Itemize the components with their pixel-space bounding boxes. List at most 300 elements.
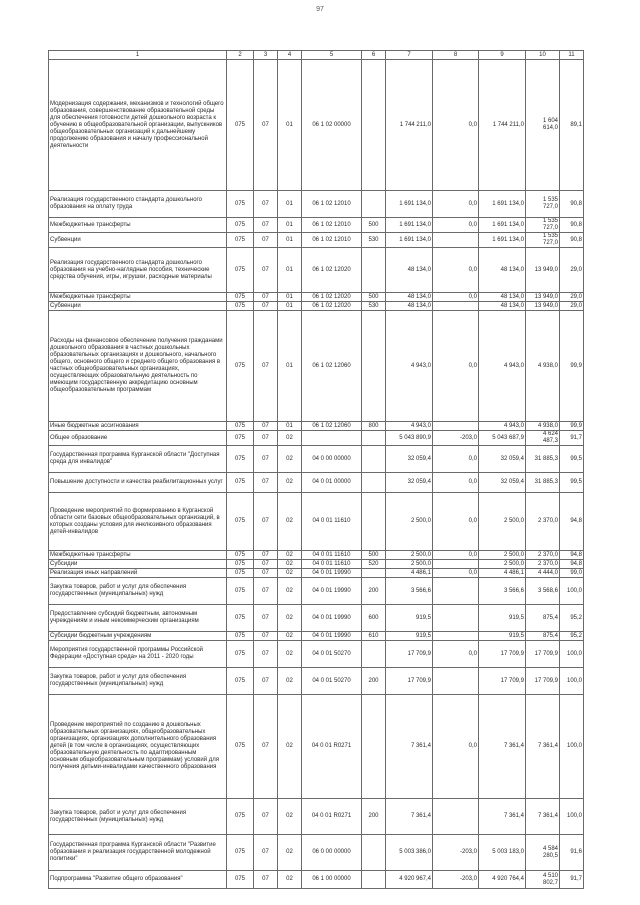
admin-code-cell: 075 [227, 695, 254, 799]
change-amount-cell [433, 233, 479, 248]
execution-percent-cell: 89,1 [560, 60, 584, 191]
change-amount-cell [433, 560, 479, 569]
planned-amount-cell: 2 500,0 [386, 560, 433, 569]
execution-percent-cell: 100,0 [560, 668, 584, 695]
table-row [49, 431, 584, 446]
expense-type-cell [362, 446, 386, 473]
planned-amount-cell: 1 691 134,0 [386, 191, 433, 218]
executed-amount-cell: 13 949,0 [526, 302, 560, 311]
planned-amount-cell: 3 566,6 [386, 578, 433, 605]
section-code-cell: 07 [254, 695, 278, 799]
planned-amount-cell: 48 134,0 [386, 302, 433, 311]
executed-amount-cell: 7 361,4 [526, 695, 560, 799]
planned-amount-cell: 2 500,0 [386, 551, 433, 560]
section-code-cell: 07 [254, 302, 278, 311]
subsection-code-cell: 02 [278, 641, 302, 668]
planned-amount-cell: 1 691 134,0 [386, 233, 433, 248]
execution-percent-cell: 99,9 [560, 311, 584, 422]
admin-code-cell: 075 [227, 835, 254, 871]
column-header: 5 [302, 51, 362, 60]
planned-amount-cell: 5 043 890,9 [386, 431, 433, 446]
section-code-cell: 07 [254, 641, 278, 668]
change-amount-cell: 0,0 [433, 293, 479, 302]
subsection-code-cell: 01 [278, 422, 302, 431]
target-article-cell: 04 0 01 R0271 [302, 799, 362, 835]
target-article-cell: 06 1 02 12010 [302, 233, 362, 248]
execution-percent-cell: 99,0 [560, 569, 584, 578]
subsection-code-cell: 02 [278, 668, 302, 695]
expense-type-cell [362, 871, 386, 889]
column-header: 3 [254, 51, 278, 60]
admin-code-cell: 075 [227, 248, 254, 293]
planned-amount-cell: 4 920 967,4 [386, 871, 433, 889]
column-header: 2 [227, 51, 254, 60]
adjusted-amount-cell: 32 059,4 [479, 473, 526, 493]
target-article-cell: 04 0 01 19990 [302, 605, 362, 632]
admin-code-cell: 075 [227, 233, 254, 248]
table-row [49, 60, 584, 191]
table-row [49, 871, 584, 889]
execution-percent-cell: 29,0 [560, 302, 584, 311]
page-number: 97 [316, 6, 324, 13]
admin-code-cell: 075 [227, 422, 254, 431]
expense-type-cell: 530 [362, 302, 386, 311]
executed-amount-cell: 13 949,0 [526, 248, 560, 293]
execution-percent-cell: 90,8 [560, 218, 584, 233]
adjusted-amount-cell: 919,5 [479, 605, 526, 632]
target-article-cell: 06 1 02 12010 [302, 218, 362, 233]
expense-type-cell [362, 569, 386, 578]
expense-type-cell [362, 835, 386, 871]
row-name-cell: Межбюджетные трансферты [49, 293, 227, 302]
adjusted-amount-cell: 7 361,4 [479, 695, 526, 799]
table-body [49, 60, 584, 889]
execution-percent-cell: 99,9 [560, 422, 584, 431]
change-amount-cell: 0,0 [433, 641, 479, 668]
change-amount-cell: -203,0 [433, 431, 479, 446]
section-code-cell: 07 [254, 493, 278, 551]
expense-type-cell: 800 [362, 422, 386, 431]
executed-amount-cell: 875,4 [526, 632, 560, 641]
table-row [49, 493, 584, 551]
section-code-cell: 07 [254, 605, 278, 632]
adjusted-amount-cell: 17 709,9 [479, 668, 526, 695]
admin-code-cell: 075 [227, 632, 254, 641]
section-code-cell: 07 [254, 578, 278, 605]
target-article-cell: 06 0 00 00000 [302, 835, 362, 871]
executed-amount-cell: 17 709,9 [526, 641, 560, 668]
table-row [49, 578, 584, 605]
target-article-cell: 04 0 01 11610 [302, 493, 362, 551]
subsection-code-cell: 02 [278, 560, 302, 569]
change-amount-cell [433, 302, 479, 311]
target-article-cell: 04 0 01 19990 [302, 578, 362, 605]
admin-code-cell: 075 [227, 493, 254, 551]
admin-code-cell: 075 [227, 641, 254, 668]
table-row [49, 605, 584, 632]
executed-amount-cell: 17 709,9 [526, 668, 560, 695]
budget-table [48, 50, 584, 889]
admin-code-cell: 075 [227, 431, 254, 446]
subsection-code-cell: 02 [278, 551, 302, 560]
expense-type-cell: 610 [362, 632, 386, 641]
admin-code-cell: 075 [227, 551, 254, 560]
row-name-cell: Реализация государственного стандарта дошкольного образования на оплату труда [49, 191, 227, 218]
subsection-code-cell: 01 [278, 233, 302, 248]
subsection-code-cell: 02 [278, 493, 302, 551]
expense-type-cell [362, 248, 386, 293]
change-amount-cell: 0,0 [433, 446, 479, 473]
table-row [49, 218, 584, 233]
executed-amount-cell: 1 535 727,0 [526, 233, 560, 248]
section-code-cell: 07 [254, 248, 278, 293]
subsection-code-cell: 01 [278, 311, 302, 422]
row-name-cell: Общее образование [49, 431, 227, 446]
table-row [49, 422, 584, 431]
expense-type-cell [362, 473, 386, 493]
executed-amount-cell: 1 535 727,0 [526, 218, 560, 233]
subsection-code-cell: 01 [278, 218, 302, 233]
expense-type-cell: 500 [362, 551, 386, 560]
table-row [49, 191, 584, 218]
table-row [49, 446, 584, 473]
column-header: 6 [362, 51, 386, 60]
admin-code-cell: 075 [227, 799, 254, 835]
change-amount-cell: 0,0 [433, 493, 479, 551]
expense-type-cell: 200 [362, 578, 386, 605]
executed-amount-cell: 875,4 [526, 605, 560, 632]
target-article-cell: 04 0 01 11610 [302, 560, 362, 569]
planned-amount-cell: 919,5 [386, 632, 433, 641]
execution-percent-cell: 100,0 [560, 578, 584, 605]
row-name-cell: Проведение мероприятий по созданию в дошкольных образовательных организациях, общеобразовательных организациях, организациях дополнительного образования детей (в том числе в организациях, осуществляющих образовательную деятельность по адаптированным основным общеобразовательным программам) условий для получения детьми-инвалидами качественного образования [49, 695, 227, 799]
row-name-cell: Межбюджетные трансферты [49, 218, 227, 233]
execution-percent-cell: 94,8 [560, 493, 584, 551]
section-code-cell: 07 [254, 668, 278, 695]
target-article-cell: 06 1 02 12020 [302, 302, 362, 311]
executed-amount-cell: 4 584 280,5 [526, 835, 560, 871]
executed-amount-cell: 2 370,0 [526, 493, 560, 551]
column-header: 1 [49, 51, 227, 60]
table-row [49, 293, 584, 302]
subsection-code-cell: 02 [278, 605, 302, 632]
section-code-cell: 07 [254, 233, 278, 248]
target-article-cell: 06 1 02 12060 [302, 422, 362, 431]
planned-amount-cell: 2 500,0 [386, 493, 433, 551]
expense-type-cell: 600 [362, 605, 386, 632]
row-name-cell: Закупка товаров, работ и услуг для обеспечения государственных (муниципальных) нужд [49, 799, 227, 835]
executed-amount-cell: 31 885,3 [526, 473, 560, 493]
section-code-cell: 07 [254, 60, 278, 191]
section-code-cell: 07 [254, 632, 278, 641]
change-amount-cell: 0,0 [433, 551, 479, 560]
execution-percent-cell: 95,2 [560, 605, 584, 632]
section-code-cell: 07 [254, 569, 278, 578]
execution-percent-cell: 91,7 [560, 431, 584, 446]
table-row [49, 311, 584, 422]
expense-type-cell [362, 431, 386, 446]
table-row [49, 695, 584, 799]
table-row [49, 799, 584, 835]
execution-percent-cell: 90,8 [560, 191, 584, 218]
section-code-cell: 07 [254, 835, 278, 871]
section-code-cell: 07 [254, 431, 278, 446]
adjusted-amount-cell: 17 709,9 [479, 641, 526, 668]
row-name-cell: Предоставление субсидий бюджетным, автономным учреждениям и иным некоммерческим организациям [49, 605, 227, 632]
section-code-cell: 07 [254, 218, 278, 233]
adjusted-amount-cell: 1 691 134,0 [479, 233, 526, 248]
section-code-cell: 07 [254, 311, 278, 422]
table-row [49, 248, 584, 293]
section-code-cell: 07 [254, 446, 278, 473]
change-amount-cell: 0,0 [433, 248, 479, 293]
planned-amount-cell: 32 059,4 [386, 446, 433, 473]
execution-percent-cell: 99,5 [560, 473, 584, 493]
executed-amount-cell: 4 510 802,7 [526, 871, 560, 889]
execution-percent-cell: 100,0 [560, 641, 584, 668]
target-article-cell: 06 1 02 12010 [302, 191, 362, 218]
admin-code-cell: 075 [227, 311, 254, 422]
adjusted-amount-cell: 32 059,4 [479, 446, 526, 473]
adjusted-amount-cell: 1 744 211,0 [479, 60, 526, 191]
target-article-cell: 04 0 01 50270 [302, 668, 362, 695]
admin-code-cell: 075 [227, 871, 254, 889]
column-header: 11 [560, 51, 584, 60]
admin-code-cell: 075 [227, 191, 254, 218]
target-article-cell: 06 1 00 00000 [302, 871, 362, 889]
row-name-cell: Субвенции [49, 233, 227, 248]
row-name-cell: Повышение доступности и качества реабилитационных услуг [49, 473, 227, 493]
admin-code-cell: 075 [227, 560, 254, 569]
adjusted-amount-cell: 2 500,0 [479, 551, 526, 560]
section-code-cell: 07 [254, 473, 278, 493]
adjusted-amount-cell: 5 003 183,0 [479, 835, 526, 871]
column-header: 9 [479, 51, 526, 60]
adjusted-amount-cell: 2 500,0 [479, 493, 526, 551]
subsection-code-cell: 02 [278, 835, 302, 871]
column-header: 10 [526, 51, 560, 60]
admin-code-cell: 075 [227, 578, 254, 605]
planned-amount-cell: 7 361,4 [386, 799, 433, 835]
planned-amount-cell: 4 943,0 [386, 422, 433, 431]
adjusted-amount-cell: 919,5 [479, 632, 526, 641]
target-article-cell: 04 0 01 11610 [302, 551, 362, 560]
planned-amount-cell: 32 059,4 [386, 473, 433, 493]
adjusted-amount-cell: 48 134,0 [479, 302, 526, 311]
expense-type-cell [362, 60, 386, 191]
target-article-cell: 04 0 01 19990 [302, 632, 362, 641]
change-amount-cell: 0,0 [433, 191, 479, 218]
subsection-code-cell: 02 [278, 799, 302, 835]
admin-code-cell: 075 [227, 302, 254, 311]
planned-amount-cell: 5 003 386,0 [386, 835, 433, 871]
row-name-cell: Закупка товаров, работ и услуг для обеспечения государственных (муниципальных) нужд [49, 578, 227, 605]
change-amount-cell: 0,0 [433, 218, 479, 233]
planned-amount-cell: 4 943,0 [386, 311, 433, 422]
admin-code-cell: 075 [227, 569, 254, 578]
row-name-cell: Расходы на финансовое обеспечение получения гражданами дошкольного образования в частных дошкольных образовательных организациях и дошкольного, начального общего, основного общего и среднего общего образования в частных общеобразовательных организациях, осуществляющих образовательную деятельность по имеющим государственную аккредитацию основным общеобразовательным программам [49, 311, 227, 422]
execution-percent-cell: 95,2 [560, 632, 584, 641]
adjusted-amount-cell: 3 566,6 [479, 578, 526, 605]
table-row [49, 569, 584, 578]
table-row [49, 551, 584, 560]
row-name-cell: Государственная программа Курганской области "Доступная среда для инвалидов" [49, 446, 227, 473]
admin-code-cell: 075 [227, 60, 254, 191]
admin-code-cell: 075 [227, 218, 254, 233]
planned-amount-cell: 17 709,9 [386, 641, 433, 668]
row-name-cell: Государственная программа Курганской области "Развитие образования и реализация государственной молодежной политики" [49, 835, 227, 871]
row-name-cell: Закупка товаров, работ и услуг для обеспечения государственных (муниципальных) нужд [49, 668, 227, 695]
execution-percent-cell: 94,8 [560, 551, 584, 560]
section-code-cell: 07 [254, 560, 278, 569]
table-row [49, 560, 584, 569]
execution-percent-cell: 29,0 [560, 248, 584, 293]
expense-type-cell: 520 [362, 560, 386, 569]
executed-amount-cell: 4 938,0 [526, 311, 560, 422]
adjusted-amount-cell: 4 486,1 [479, 569, 526, 578]
row-name-cell: Реализация государственного стандарта дошкольного образования на учебно-наглядные пособия, технические средства обучения, игры, игрушки, расходные материалы [49, 248, 227, 293]
expense-type-cell: 500 [362, 218, 386, 233]
expense-type-cell [362, 191, 386, 218]
execution-percent-cell: 100,0 [560, 695, 584, 799]
section-code-cell: 07 [254, 293, 278, 302]
expense-type-cell: 500 [362, 293, 386, 302]
column-header: 7 [386, 51, 433, 60]
expense-type-cell: 200 [362, 668, 386, 695]
row-name-cell: Модернизация содержания, механизмов и технологий общего образования, совершенствование образовательной среды для обеспечения готовности детей дошкольного возраста к обучению в общеобразовательной организации, выпускников общеобразовательных организаций к дальнейшему продолжению образования и началу профессиональной деятельности [49, 60, 227, 191]
executed-amount-cell: 1 604 614,0 [526, 60, 560, 191]
table-row [49, 302, 584, 311]
planned-amount-cell: 7 361,4 [386, 695, 433, 799]
table-row [49, 835, 584, 871]
change-amount-cell: 0,0 [433, 311, 479, 422]
column-header: 8 [433, 51, 479, 60]
change-amount-cell [433, 668, 479, 695]
target-article-cell: 04 0 01 R0271 [302, 695, 362, 799]
planned-amount-cell: 4 486,1 [386, 569, 433, 578]
adjusted-amount-cell: 7 361,4 [479, 799, 526, 835]
executed-amount-cell: 4 938,0 [526, 422, 560, 431]
executed-amount-cell: 7 361,4 [526, 799, 560, 835]
change-amount-cell [433, 605, 479, 632]
admin-code-cell: 075 [227, 293, 254, 302]
adjusted-amount-cell: 48 134,0 [479, 248, 526, 293]
row-name-cell: Реализация иных направлений [49, 569, 227, 578]
subsection-code-cell: 02 [278, 446, 302, 473]
subsection-code-cell: 02 [278, 695, 302, 799]
row-name-cell: Субсидии [49, 560, 227, 569]
adjusted-amount-cell: 4 920 764,4 [479, 871, 526, 889]
execution-percent-cell: 100,0 [560, 799, 584, 835]
adjusted-amount-cell: 48 134,0 [479, 293, 526, 302]
executed-amount-cell: 2 370,0 [526, 551, 560, 560]
expense-type-cell [362, 695, 386, 799]
change-amount-cell: 0,0 [433, 569, 479, 578]
admin-code-cell: 075 [227, 446, 254, 473]
change-amount-cell [433, 632, 479, 641]
column-header: 4 [278, 51, 302, 60]
planned-amount-cell: 48 134,0 [386, 293, 433, 302]
planned-amount-cell: 919,5 [386, 605, 433, 632]
table-row [49, 641, 584, 668]
executed-amount-cell: 4 624 487,3 [526, 431, 560, 446]
planned-amount-cell: 48 134,0 [386, 248, 433, 293]
expense-type-cell [362, 493, 386, 551]
subsection-code-cell: 02 [278, 569, 302, 578]
execution-percent-cell: 94,8 [560, 560, 584, 569]
change-amount-cell: -203,0 [433, 871, 479, 889]
planned-amount-cell: 17 709,9 [386, 668, 433, 695]
target-article-cell: 04 0 01 19990 [302, 569, 362, 578]
row-name-cell: Субсидии бюджетным учреждениям [49, 632, 227, 641]
subsection-code-cell: 01 [278, 293, 302, 302]
target-article-cell: 04 0 01 50270 [302, 641, 362, 668]
target-article-cell: 06 1 02 12060 [302, 311, 362, 422]
adjusted-amount-cell: 1 691 134,0 [479, 218, 526, 233]
executed-amount-cell: 31 885,3 [526, 446, 560, 473]
table-row [49, 632, 584, 641]
adjusted-amount-cell: 4 943,0 [479, 422, 526, 431]
adjusted-amount-cell: 1 691 134,0 [479, 191, 526, 218]
section-code-cell: 07 [254, 871, 278, 889]
subsection-code-cell: 02 [278, 578, 302, 605]
executed-amount-cell: 3 568,6 [526, 578, 560, 605]
row-name-cell: Проведение мероприятий по формированию в Курганской области сети базовых общеобразовательных организаций, в которых созданы условия для инклюзивного образования детей-инвалидов [49, 493, 227, 551]
execution-percent-cell: 90,8 [560, 233, 584, 248]
section-code-cell: 07 [254, 551, 278, 560]
subsection-code-cell: 02 [278, 473, 302, 493]
planned-amount-cell: 1 691 134,0 [386, 218, 433, 233]
header-row [49, 51, 584, 60]
target-article-cell: 06 1 02 12020 [302, 293, 362, 302]
expense-type-cell [362, 311, 386, 422]
row-name-cell: Субвенции [49, 302, 227, 311]
adjusted-amount-cell: 2 500,0 [479, 560, 526, 569]
adjusted-amount-cell: 5 043 687,9 [479, 431, 526, 446]
execution-percent-cell: 99,5 [560, 446, 584, 473]
table-row [49, 668, 584, 695]
expense-type-cell: 530 [362, 233, 386, 248]
execution-percent-cell: 91,7 [560, 871, 584, 889]
change-amount-cell: 0,0 [433, 60, 479, 191]
change-amount-cell [433, 578, 479, 605]
subsection-code-cell: 01 [278, 302, 302, 311]
execution-percent-cell: 91,6 [560, 835, 584, 871]
row-name-cell: Межбюджетные трансферты [49, 551, 227, 560]
target-article-cell: 06 1 02 00000 [302, 60, 362, 191]
executed-amount-cell: 4 444,0 [526, 569, 560, 578]
section-code-cell: 07 [254, 799, 278, 835]
target-article-cell: 04 0 01 00000 [302, 473, 362, 493]
change-amount-cell: -203,0 [433, 835, 479, 871]
execution-percent-cell: 29,0 [560, 293, 584, 302]
change-amount-cell: 0,0 [433, 473, 479, 493]
section-code-cell: 07 [254, 191, 278, 218]
adjusted-amount-cell: 4 943,0 [479, 311, 526, 422]
expense-type-cell [362, 641, 386, 668]
target-article-cell [302, 431, 362, 446]
subsection-code-cell: 02 [278, 431, 302, 446]
admin-code-cell: 075 [227, 473, 254, 493]
executed-amount-cell: 13 949,0 [526, 293, 560, 302]
change-amount-cell [433, 422, 479, 431]
subsection-code-cell: 01 [278, 248, 302, 293]
row-name-cell: Подпрограмма "Развитие общего образования" [49, 871, 227, 889]
admin-code-cell: 075 [227, 605, 254, 632]
change-amount-cell [433, 799, 479, 835]
subsection-code-cell: 02 [278, 632, 302, 641]
planned-amount-cell: 1 744 211,0 [386, 60, 433, 191]
